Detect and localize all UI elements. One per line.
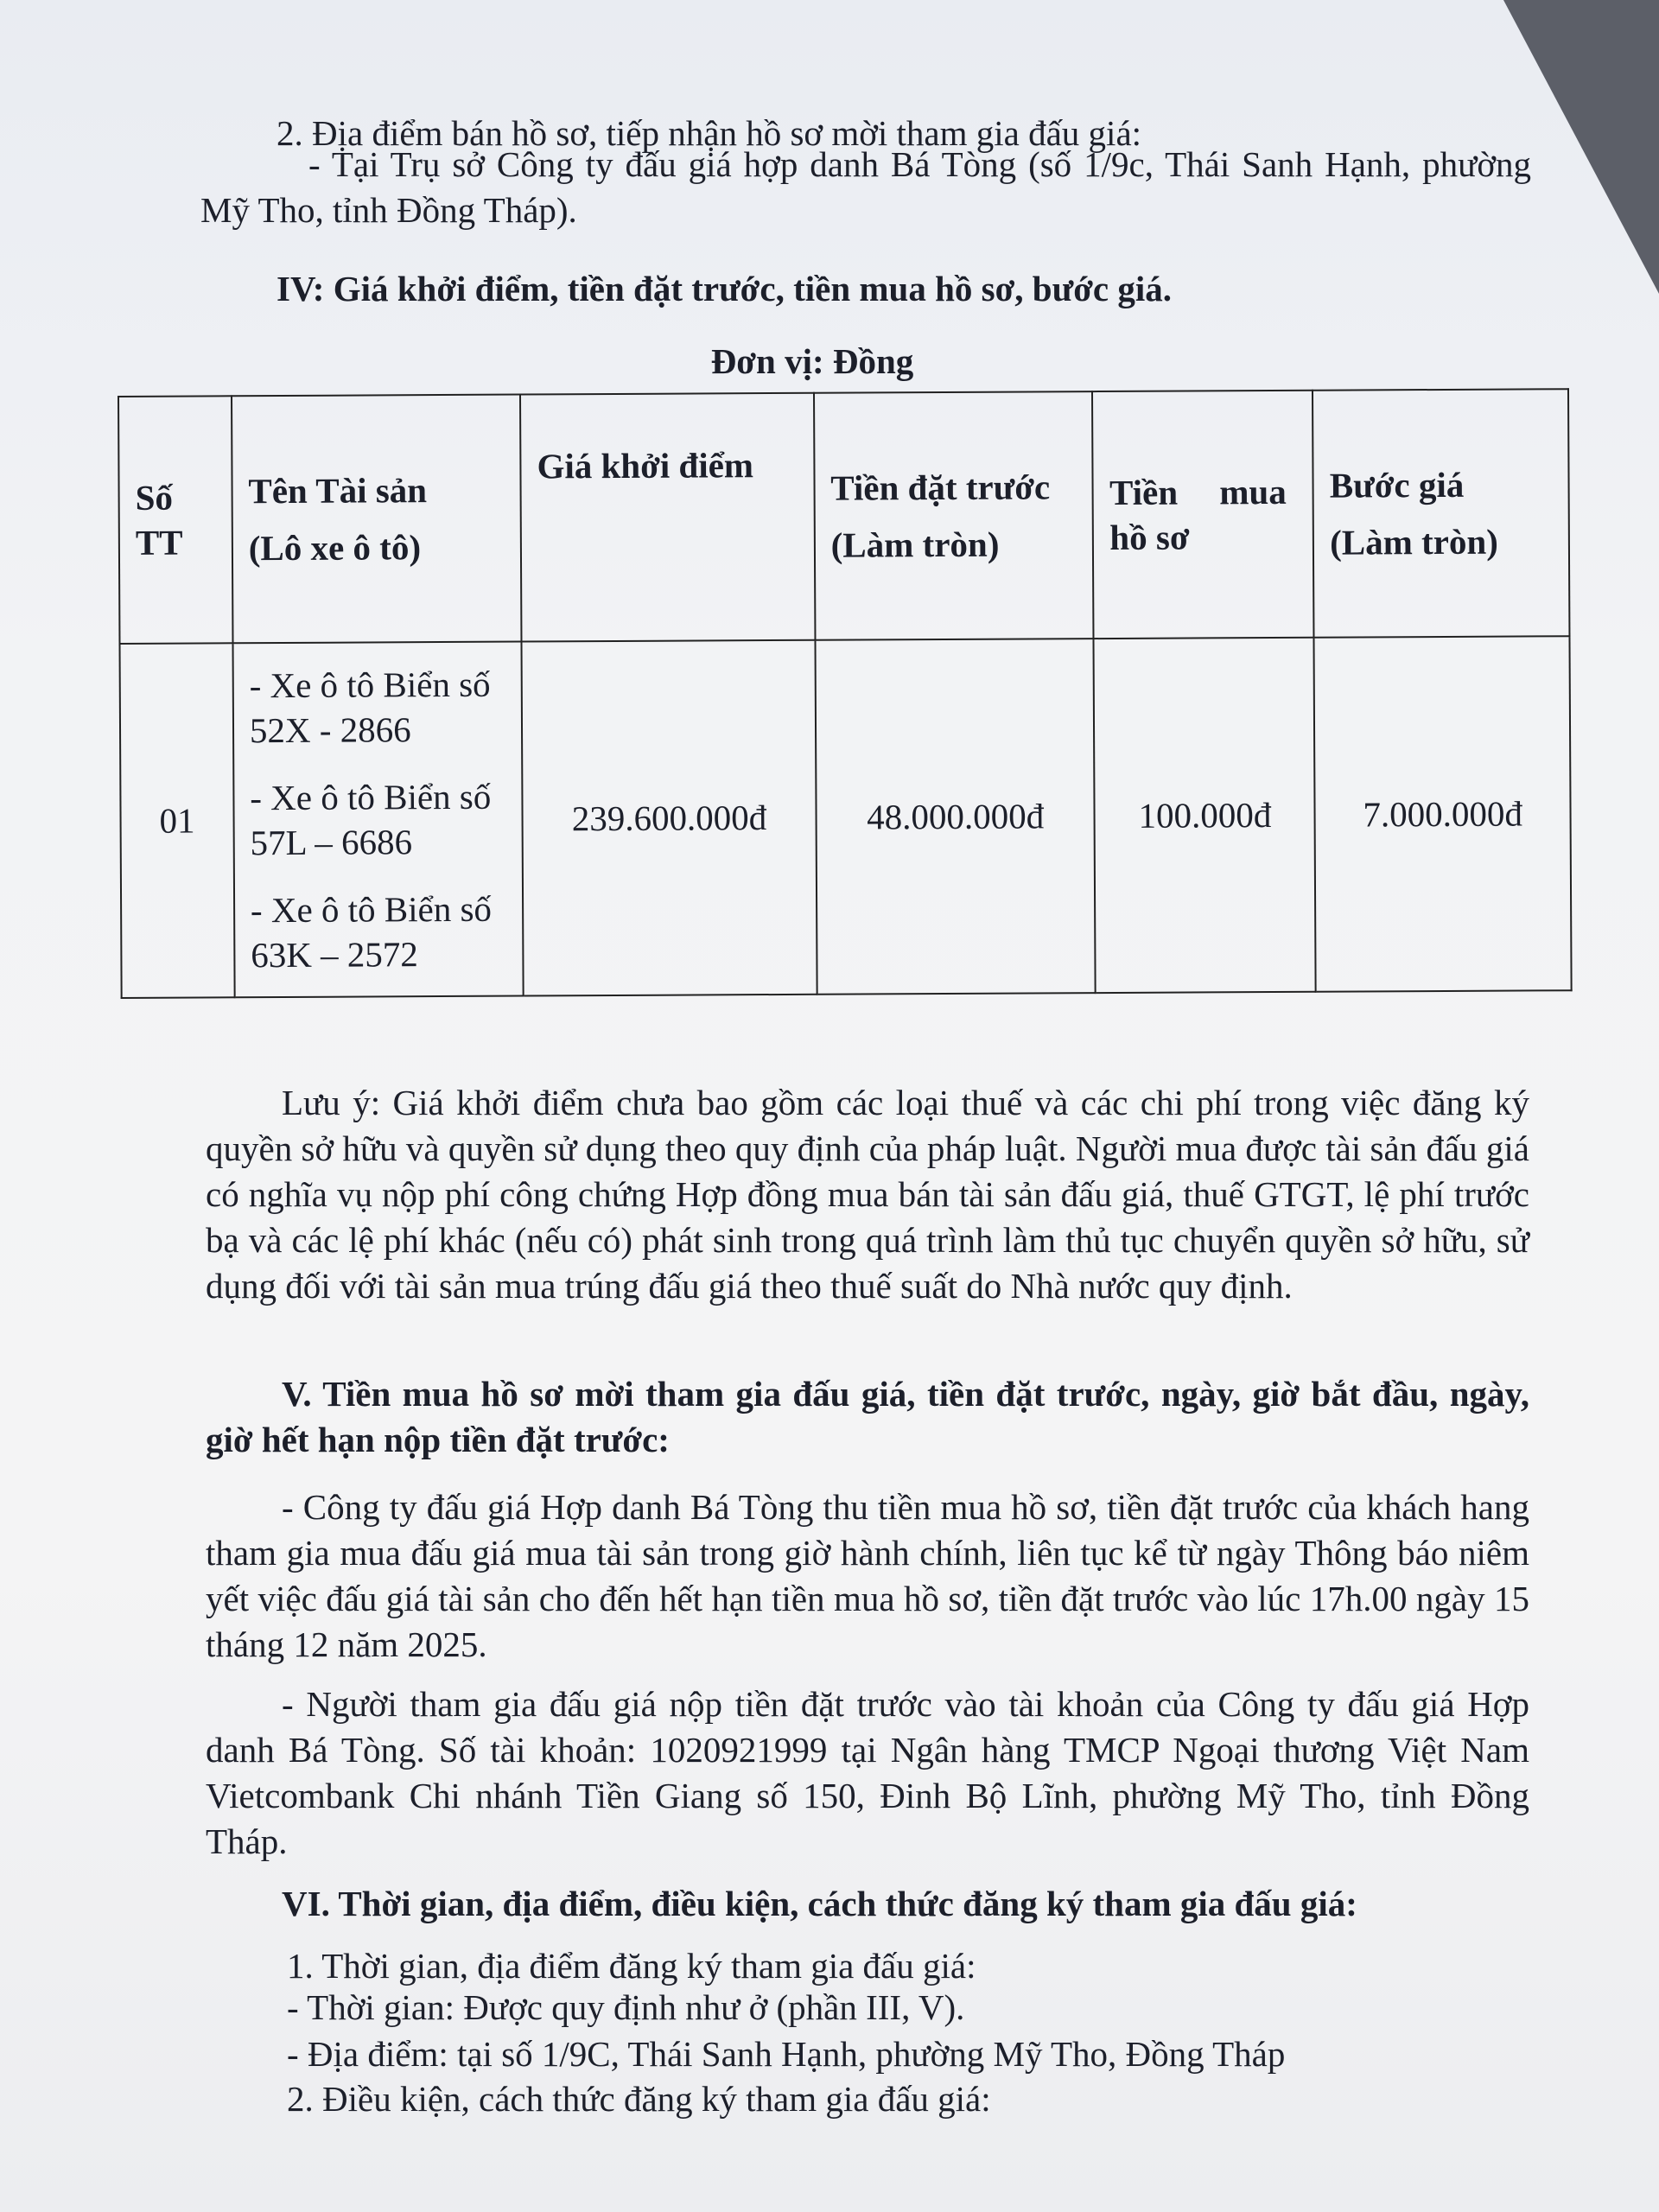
cell-price-step: 7.000.000đ bbox=[1314, 636, 1572, 992]
asset-item: - Xe ô tô Biển số 63K – 2572 bbox=[250, 888, 493, 976]
table-header-row bbox=[118, 389, 1569, 644]
header-asset-name: Tên Tài sản (Lô xe ô tô) bbox=[232, 395, 522, 644]
unit-label: Đơn vị: Đồng bbox=[710, 341, 914, 381]
table-row bbox=[120, 636, 1572, 998]
header-stt: Số TT bbox=[118, 396, 232, 644]
cell-dossier-fee: 100.000đ bbox=[1094, 638, 1316, 993]
asset-item: - Xe ô tô Biển số 57L – 6686 bbox=[250, 776, 492, 863]
header-starting-price: Giá khởi điểm bbox=[520, 393, 815, 642]
header-price-step: Bước giá (Làm tròn) bbox=[1313, 389, 1569, 638]
address-line: - Tại Trụ sở Công ty đấu giá hợp danh Bá Tòng (số 1/9c, Thái Sanh Hạnh, phường Mỹ Tho, tỉnh Đồng Tháp). bbox=[200, 144, 1531, 230]
section-4-heading: IV: Giá khởi điểm, tiền đặt trước, tiền mua hồ sơ, bước giá. bbox=[276, 269, 1172, 308]
registration-place: - Địa điểm: tại số 1/9C, Thái Sanh Hạnh, phường Mỹ Tho, Đồng Tháp bbox=[287, 2034, 1286, 2074]
header-deposit: Tiền đặt trước (Làm tròn) bbox=[814, 391, 1094, 640]
header-dossier-fee: Tiền mua hồ sơ bbox=[1092, 391, 1313, 639]
note-paragraph: Lưu ý: Giá khởi điểm chưa bao gồm các loại thuế và các chi phí trong việc đăng ký quyền sở hữu và quyền sử dụng theo quy định của pháp luật. Người mua được tài sản đấu giá có nghĩa vụ nộp phí công chứng Hợp đồng mua bán tài sản đấu giá, thuế GTGT, lệ phí trước bạ và các lệ phí khác (nếu có) phát sinh trong quá trình làm thủ tục chuyển quyền sở hữu, sử dụng đối với tài sản mua trúng đấu giá theo thuế suất do Nhà nước quy định. bbox=[206, 1083, 1529, 1306]
cell-starting-price: 239.600.000đ bbox=[522, 640, 817, 996]
section-6-heading: VI. Thời gian, địa điểm, điều kiện, cách thức đăng ký tham gia đấu giá: bbox=[282, 1884, 1357, 1923]
registration-item-1: 1. Thời gian, địa điểm đăng ký tham gia đấu giá: bbox=[287, 1946, 976, 1986]
address-heading: 2. Địa điểm bán hồ sơ, tiếp nhận hồ sơ mời tham gia đấu giá: bbox=[276, 113, 1142, 153]
asset-item: - Xe ô tô Biển số 52X - 2866 bbox=[249, 664, 491, 751]
cell-stt: 01 bbox=[120, 643, 235, 998]
section-5-bullet-1: - Công ty đấu giá Hợp danh Bá Tòng thu tiền mua hồ sơ, tiền đặt trước của khách hang tham gia mua đấu giá mua tài sản trong giờ hành chính, liên tục kể từ ngày Thông báo niêm yết việc đấu giá tài sản cho đến hết hạn tiền mua hồ sơ, tiền đặt trước vào lúc 17h.00 ngày 15 tháng 12 năm 2025. bbox=[206, 1487, 1529, 1664]
registration-item-2: 2. Điều kiện, cách thức đăng ký tham gia đấu giá: bbox=[287, 2079, 991, 2119]
cell-deposit: 48.000.000đ bbox=[815, 639, 1096, 995]
section-5-heading: V. Tiền mua hồ sơ mời tham gia đấu giá, tiền đặt trước, ngày, giờ bắt đầu, ngày, giờ hết hạn nộp tiền đặt trước: bbox=[206, 1374, 1529, 1459]
price-table bbox=[118, 388, 1573, 999]
registration-time: - Thời gian: Được quy định như ở (phần III, V). bbox=[287, 1987, 965, 2027]
price-table-wrapper bbox=[118, 388, 1573, 999]
cell-assets bbox=[232, 642, 523, 998]
section-5-bullet-2: - Người tham gia đấu giá nộp tiền đặt trước vào tài khoản của Công ty đấu giá Hợp danh Bá Tòng. Số tài khoản: 1020921999 tại Ngân hàng TMCP Ngoại thương Việt Nam Vietcombank Chi nhánh Tiền Giang số 150, Đinh Bộ Lĩnh, phường Mỹ Tho, tỉnh Đồng Tháp. bbox=[206, 1684, 1529, 1861]
